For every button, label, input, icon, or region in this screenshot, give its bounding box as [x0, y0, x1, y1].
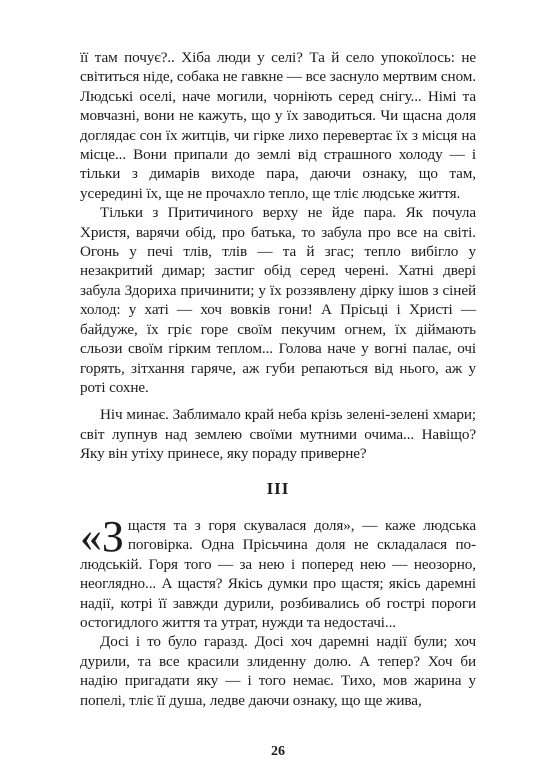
drop-cap: «З — [80, 511, 124, 561]
paragraph-last: Досі і то було гаразд. Досі хоч даремні надії були; хоч дурили, та все красили злиденну долю. А тепер? Хоч би надію пригадати яку — і того немає. Тихо, мов жарина у попелі, тліє її душа, ледве даючи ознаку, що ще жива, — [80, 633, 476, 709]
page-number: 26 — [271, 744, 285, 759]
paragraph-1: її там почує?.. Хіба люди у селі? Та й село упокоїлось: не світиться ніде, собака не гавкне — все заснуло мертвим сном. Людські оселі, наче могили, чорніють серед снігу... Німі та мовчазні, вони не кажуть, що у їх заводиться. Чи щасна доля доглядає сон їх житців, чи гірке лихо перевертає їх з місця на місце... Вони припали до землі від страшного холоду — і тільки з димарів виходе пара, даючи ознаку, що там, усередині їх, ще не прочахло тепло, ще тліє людське життя. — [80, 49, 476, 202]
paragraph-dropcap — [80, 511, 476, 632]
chapter-heading: III — [266, 478, 290, 498]
page-body — [80, 48, 476, 710]
paragraph-2: Тільки з Притичиного верху не йде пара. Як почула Христя, варячи обід, про батька, то забула про все на світі. Огонь у печі тлів, тлів — та й згас; тепло вибігло у незакритий димар; застиг обід серед черені. Хатні двері забула Здориха причинити; у їх роззявлену дірку ішов з сіней холод: у хаті — хоч вовків гони! А Прісьці і Христі — байдуже, їх гріє горе своїм пекучим огнем, їх діймають сльози своїм гірким теплом... Голова наче у вогні палає, очі горять, зітхання гаряче, аж губи репаються від нього, аж у роті сохне. — [80, 204, 476, 396]
paragraph-3: Ніч минає. Заблимало край неба крізь зелені-зелені хмари; світ лупнув над землею своїми мутними очима... Навіщо? Яку він утіху принесе, яку пораду приверне? — [80, 406, 476, 463]
paragraph-dropcap-text: щастя та з горя скувалася доля», — каже людська поговірка. Одна Прісьчина доля не складалася по-людській. Горя того — за нею і поперед нею — неозорно, неоглядно... А щастя? Якісь думки про щастя; якісь даремні надії, котрі її завжди дурили, розбивались об гострі пороги остогидлого життя та утрат, нужди та недостачі... — [80, 516, 476, 631]
